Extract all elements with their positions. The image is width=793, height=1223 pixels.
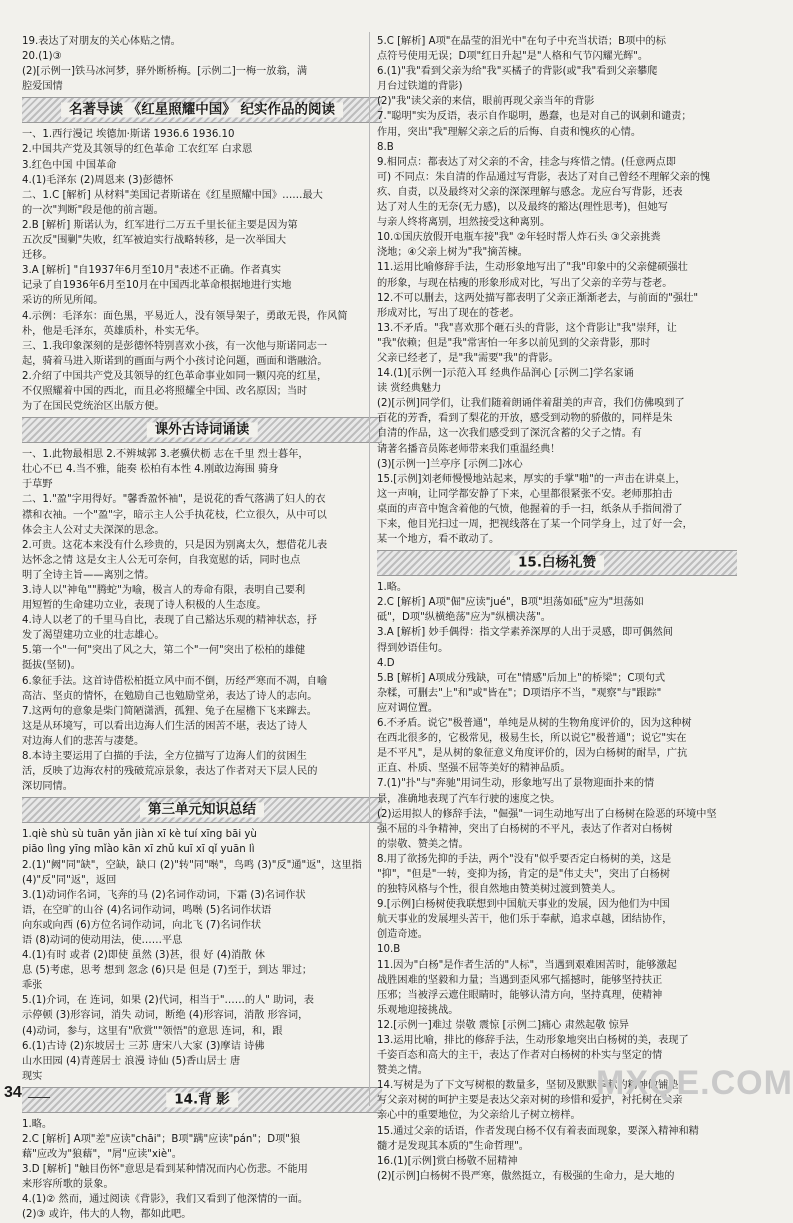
answer-line: 9.[示例]白杨树使我联想到中国航天事业的发展，因为他们为中国 — [377, 899, 670, 911]
section-heading: 15.白杨礼赞 — [510, 556, 604, 571]
answer-line: 11.运用比喻修辞手法，生动形象地写出了"我"印象中的父亲健硕强壮 — [377, 262, 688, 274]
answer-line: 挺拔(坚韧)。 — [22, 660, 81, 672]
answer-line: (3)[示例一]兰亭序 [示例二]冰心 — [377, 458, 523, 470]
answer-line: 3.诗人以"神龟""腾蛇"为喻，极言人的寿命有限，表明自己要利 — [22, 585, 306, 596]
answer-line: 明了全诗主旨——离别之情。 — [22, 569, 155, 581]
answer-line: 11.因为"白杨"是作者生活的"人标"，当遇到艰难困苦时，能够激起 — [377, 959, 677, 971]
answer-line: 体会主人公对丈夫深深的思念。 — [22, 524, 165, 536]
answer-line: 语 (8)动词的使动用法，使……平息 — [22, 934, 183, 946]
answer-line: 3.A [解析] "自1937年6月至10月"表述不正确。作者真实 — [22, 265, 282, 277]
answer-line: 在西北很多的，它极常见，极易生长，所以说它"极普通"；说它"实在 — [377, 733, 687, 745]
answer-line: 朴，他是毛泽东，英雄质朴，朴实无华。 — [22, 325, 206, 337]
answer-line: 高洁、坚贞的情怀，在勉励自己也勉励堂弟，表达了诗人的志向。 — [22, 690, 318, 702]
answer-line: 6.象征手法。这首诗借松柏挺立风中而不倒，历经严寒而不凋，自喻 — [22, 675, 328, 687]
column-divider — [369, 32, 370, 1106]
answer-line: 创造奇迹。 — [377, 929, 428, 941]
answer-line: 月台过铁道的背影) — [377, 81, 463, 93]
answer-line: 作用，突出"我"理解父亲之后的后悔、自责和愧疚的心情。 — [377, 126, 642, 138]
answer-line: 某一个地方，看不敢动了。 — [377, 534, 500, 546]
answer-line: 得到妙语佳句。 — [377, 642, 449, 654]
answer-line: 来形容所歌的景象。 — [22, 1179, 114, 1191]
answer-line: 7.这两句的意象是柴门简陋潇洒，孤狸、兔子在屋檐下飞来蹿去。 — [22, 705, 317, 717]
answer-line: 示停顿 (3)形容词，消失 动词，断绝 (4)形容词，消散 形容词， — [22, 1010, 309, 1022]
answer-line: 2.B [解析] 斯诺认为，红军进行二万五千里长征主要是因为第 — [22, 219, 298, 231]
answer-line: 二、1."盈"字用得好。"馨香盈怀袖"，是说花的香气落满了妇人的衣 — [22, 494, 326, 506]
answer-line: 15.通过父亲的话语，作者发现白杨不仅有着表面现象，要深入精神和精 — [377, 1125, 699, 1137]
answer-line: "抑"，"但是"一转，变抑为扬，肯定的是"伟丈夫"，突出了白杨树 — [377, 868, 670, 880]
answer-line: 8.B — [377, 141, 394, 153]
section-heading: 课外古诗词诵读 — [147, 423, 258, 438]
answer-line: 襟和衣袖。一个"盈"字，暗示主人公手执花枝，伫立很久，从中可以 — [22, 509, 327, 521]
section-heading-banner — [377, 550, 737, 576]
left-column — [22, 34, 382, 1223]
answer-line: 3.(1)动词作名词，飞奔的马 (2)名词作动词，下霜 (3)名词作状 — [22, 889, 306, 901]
answer-line: (2)③ 或许，伟大的人物，都如此吧。 — [22, 1209, 192, 1221]
answer-line: 7."聪明"实为反语，表示自作聪明，愚蠢，也是对自己的讽刺和谴责； — [377, 111, 692, 123]
answer-line: 10.B — [377, 944, 401, 956]
answer-line: 航天事业的发展埋头苦干，他们乐于奉献，追求卓越，团结协作， — [377, 914, 673, 926]
answer-line: 4.诗人以老了的千里马自比，表现了自己豁达乐观的精神状态，抒 — [22, 615, 317, 627]
answer-line: 2.C [解析] A项"倔"应读"jué"，B项"坦荡如砥"应为"坦荡如 — [377, 597, 644, 609]
answer-line: 语，在空旷的山谷 (4)名词作动词，鸣啭 (5)名词作状语 — [22, 904, 272, 916]
answer-line: 父亲已经老了，是"我"需要"我"的背影。 — [377, 352, 559, 364]
answer-line: 12.[示例一]难过 崇敬 震惊 [示例二]痛心 肃然起敬 惊异 — [377, 1019, 630, 1031]
answer-line: 疚、自责，以及最终对父亲的深深理解与感念。龙应台写背影，还表 — [377, 186, 683, 198]
answer-line: 1.qiè shù sù tuān yǎn jiàn xī kè tuí xīng bāi yù — [22, 829, 257, 841]
answer-line: 应对调位置。 — [377, 702, 439, 714]
answer-line: 5.第一个"一何"突出了风之大，第二个"一何"突出了松柏的雄健 — [22, 645, 306, 657]
answer-line: 19.表达了对朋友的关心体贴之情。 — [22, 36, 181, 47]
answer-line: 三、1.我印象深刻的是彭德怀特别喜欢小孩，有一次他与斯诺同志一 — [22, 340, 328, 352]
answer-line: 6.(1)古诗 (2)东坡居士 三苏 唐宋八大家 (3)摩诘 诗佛 — [22, 1040, 265, 1052]
answer-line: 3.D [解析] "触目伤怀"意思是看到某种情况而内心伤悲。不能用 — [22, 1164, 308, 1176]
answer-line: 向东或向西 (6)方位名词作动词，向北飞 (7)名词作状 — [22, 919, 262, 931]
answer-line: 15.[示例]刘老师慢慢地站起来，厚实的手掌"啪"的一声击在讲桌上， — [377, 473, 686, 485]
site-watermark: MXQE.COM — [596, 1064, 793, 1102]
answer-line: "我"依赖；但是"我"常害怕一年多以前见到的父亲背影，那时 — [377, 337, 651, 349]
answer-line: 浇地；④父亲上树为"我"摘苦楝。 — [377, 247, 528, 259]
answer-line: 正直、朴质、坚强不屈等美好的精神品质。 — [377, 763, 571, 775]
right-column — [377, 34, 737, 1184]
answer-line: 战胜困难的坚毅和力量；当遇到歪风邪气摇撼时，能够坚持扶正 — [377, 974, 663, 986]
answer-line: 2.介绍了中国共产党及其领导的红色革命事业如同一颗闪亮的红星， — [22, 370, 328, 382]
answer-line: 千姿百态和高大的主干，表达了作者对白杨树的朴实与坚定的情 — [377, 1050, 663, 1062]
answer-line: 4.示例：毛泽东：面色黑，平易近人，没有领导架子，勇敢无畏，作风简 — [22, 310, 348, 322]
answer-line: 与亲人终将离别，坦然接受这种离别。 — [377, 217, 551, 229]
answer-line: 的形象，与现在枯瘦的形象形成对比，写出了父亲的辛劳与苍老。 — [377, 277, 673, 289]
answer-line: 2.中国共产党及其领导的红色革命 工农红军 白求恩 — [22, 144, 253, 156]
answer-line: 桌面的声音中饱含着他的气愤，他握着的手一扫，纸条从手指间滑了 — [377, 503, 683, 515]
answer-line: 砥"，D项"纵横绝荡"应为"纵横决荡"。 — [377, 612, 551, 624]
answer-line: 髓才是发现其本质的"生命哲理"。 — [377, 1140, 529, 1152]
answer-line: 2.C [解析] A项"差"应读"chāi"；B项"蹒"应读"pán"；D项"狼 — [22, 1134, 301, 1145]
answer-line: 强不屈的斗争精神，突出了白杨树的不平凡，表达了作者对白杨树 — [377, 823, 673, 835]
answer-line: 4.(1)毛泽东 (2)周恩来 (3)彭德怀 — [22, 174, 174, 186]
answer-line: (2)"我"读父亲的来信，眼前再现父亲当年的背影 — [377, 96, 595, 108]
answer-line: 可) 不同点：朱自清的作品通过写背影，表达了对自己曾经不理解父亲的愧 — [377, 171, 711, 183]
answer-line: 4.(1)② 然而，通过阅读《背影》，我们又看到了他深情的一面。 — [22, 1194, 309, 1206]
answer-line: 达了对人生的无奈(无力感)，以及最终的豁达(理性思考)，但她写 — [377, 202, 668, 214]
answer-line: (4)动词，参与，这里有"欣赏""领悟"的意思 连词，和，跟 — [22, 1025, 283, 1037]
answer-line: 形成对比，写出了现在的苍老。 — [377, 307, 520, 319]
answer-line: 12.不可以删去，这两处描写都表明了父亲正渐渐老去，与前面的"强壮" — [377, 292, 699, 304]
answer-line: 息 (5)考虑，思考 想到 忽念 (6)只是 但是 (7)至于，到达 罪过； — [22, 965, 313, 977]
answer-line: 7.(1)"扑"与"奔驰"用词生动，形象地写出了景物迎面扑来的情 — [377, 778, 655, 790]
answer-line: 自清的作品，这一次我们感受到了深沉含蓄的父子之情。有 — [377, 428, 642, 440]
answer-line: 景，准确地表现了汽车行驶的速度之快。 — [377, 793, 561, 805]
section-heading-banner — [22, 97, 382, 123]
page-number-rule — [28, 1097, 50, 1098]
answer-line: (4)"反"同"返"，返回 — [22, 874, 117, 886]
answer-line: 5.(1)介词，在 连词，如果 (2)代词，相当于"……的人" 助词，表 — [22, 995, 314, 1007]
answer-line: 壮心不已 4.当不雅，能奏 松柏有本性 4.刚敢边海围 骑身 — [22, 464, 279, 476]
section-heading: 第三单元知识总结 — [140, 803, 264, 818]
answer-line: 4.D — [377, 657, 395, 669]
answer-line: (2)[示例]白杨树不畏严寒，傲然挺立，有极强的生命力，是大地的 — [377, 1170, 675, 1182]
answer-line: 16.(1)[示例]赏白杨敬不屈精神 — [377, 1155, 518, 1167]
answer-line: 腔爱国情 — [22, 81, 63, 93]
answer-line: 10.①国庆放假开电瓶车接"我" ②年轻时帮人炸石头 ③父亲挑粪 — [377, 232, 661, 244]
answer-line: 用短暂的生命建功立业，表现了诗人积极的人生态度。 — [22, 600, 267, 612]
answer-line: 5.B [解析] A项成分残缺，可在"情感"后加上"的桥梁"；C项句式 — [377, 672, 666, 684]
answer-line: 6.(1)"我"看到父亲为给"我"买橘子的背影(或"我"看到父亲攀爬 — [377, 66, 658, 78]
answer-line: 2.可贵。这花本来没有什么珍贵的，只是因为别离太久，想借花儿表 — [22, 539, 328, 551]
answer-line: 的崇敬、赞美之情。 — [377, 838, 469, 850]
answer-line: 五次反"围剿"失败，红军被迫实行战略转移，是一次举国大 — [22, 235, 287, 247]
answer-line: 乐观地迎接挑战。 — [377, 1004, 459, 1016]
answer-line: 8.用了欲扬先抑的手法，两个"没有"似乎要否定白杨树的美，这是 — [377, 853, 672, 865]
answer-line: 9.相同点：都表达了对父亲的不舍，挂念与疼惜之情。(任意两点即 — [377, 156, 676, 168]
answer-line: 采访的所见所闻。 — [22, 295, 104, 307]
section-heading-banner — [22, 417, 382, 443]
answer-line: 乖张 — [22, 980, 43, 992]
answer-line: 活，反映了边海农村的残破荒凉景象，表达了作者对天下层人民的 — [22, 766, 318, 778]
answer-line: 这是从环境写，可以看出边海人们生活的困苦不堪，表达了诗人 — [22, 720, 308, 732]
answer-line: (2)运用拟人的修辞手法，"倔强"一词生动地写出了白杨树在险恶的环境中坚 — [377, 808, 717, 820]
answer-line: 赞美之情。 — [377, 1065, 428, 1077]
answer-line: 对边海人们的悲苦与凄楚。 — [22, 735, 145, 747]
answer-line: 起，骑着马进入斯诺到的画面与两个小孩讨论问题，画面和谐融洽。 — [22, 355, 328, 367]
answer-line: 山水田园 (4)青莲居士 浪漫 诗仙 (5)香山居士 唐 — [22, 1055, 241, 1067]
answer-line: 压邪；当被浮云遮住眼睛时，能够认清方向，坚持真理，使精神 — [377, 989, 663, 1001]
answer-line: 杂糅，可删去"上"和"或"皆在"；D项语序不当，"观察"与"跟踪" — [377, 687, 662, 699]
answer-line: 14.(1)[示例一]示范入耳 经典作品润心 [示例二]学名家诵 — [377, 368, 634, 380]
answer-line: 亲心中的重要地位，为父亲给儿子树立榜样。 — [377, 1110, 581, 1122]
answer-line: 2.(1)"阙"同"缺"，空缺，缺口 (2)"转"同"啭"，鸟鸣 (3)"反"通"返"，这里指 — [22, 859, 362, 871]
answer-line: piāo lìng yīng mǐào kān xī zhǔ kuī xī qǐ yuān lì — [22, 844, 255, 856]
answer-line: (2)[示例一]铁马冰河梦，驿外断桥梅。[示例二]一梅一放翁，满 — [22, 66, 308, 78]
answer-line: 于草野 — [22, 479, 53, 491]
answer-line: 3.红色中国 中国革命 — [22, 159, 117, 171]
answer-line: 13.不矛盾。"我"喜欢那个砸石头的背影，这个背影让"我"崇拜，让 — [377, 322, 677, 334]
answer-line: 20.(1)③ — [22, 51, 62, 63]
answer-line: 1.略。 — [377, 582, 408, 594]
answer-line: 记录了自1936年6月至10月在中国西北革命根据地进行实地 — [22, 280, 292, 292]
answer-line: 百花的芳香，看到了梨花的开放，感受到动物的骄傲的，同样是朱 — [377, 413, 673, 425]
answer-line: 下来，他目光扫过一周，把视线落在了某一个同学身上，过了好一会， — [377, 519, 693, 530]
answer-line: 读 赏经典魅力 — [377, 383, 442, 395]
answer-line: 14.写树是为了下文写树根的数量多，坚韧及默默奉献的精神做铺垫； — [377, 1080, 689, 1092]
answer-line: 二、1.C [解析] 从材料"美国记者斯诺在《红星照耀中国》……最大 — [22, 189, 323, 201]
answer-line: 迁移。 — [22, 250, 53, 262]
section-heading-banner — [22, 797, 382, 823]
section-heading: 名著导读 《红星照耀中国》 纪实作品的阅读 — [61, 103, 343, 118]
answer-line: 现实 — [22, 1070, 43, 1082]
answer-line: 8.本诗主要运用了白描的手法，全方位描写了边海人们的贫困生 — [22, 751, 307, 763]
section-heading: 14.背 影 — [166, 1092, 238, 1107]
answer-line: 写父亲对树的呵护主要是表达父亲对树的珍惜和爱护，衬托树在父亲 — [377, 1095, 683, 1107]
answer-line: 3.A [解析] 妙手偶得：指文学素养深厚的人出于灵感，即可偶然间 — [377, 627, 673, 639]
answer-line: 不仅照耀着中国的西北，而且必将照耀全中国、改名原因；当时 — [22, 385, 308, 397]
answer-line: 这一声响，让同学都安静了下来，心里都很紧张不安。老师那拍击 — [377, 488, 673, 500]
answer-line: 的一次"判断"段是他的前言题。 — [22, 204, 164, 216]
answer-line: 藉"应改为"狼藉"，"屑"应读"xiè"。 — [22, 1149, 182, 1161]
answer-line: 5.C [解析] A项"在晶莹的泪光中"在句子中充当状语；B项中的标 — [377, 36, 666, 47]
answer-line: 4.(1)有时 或者 (2)即使 虽然 (3)甚，很 好 (4)消散 休 — [22, 950, 265, 962]
answer-line: 发了渴望建功立业的壮志雄心。 — [22, 630, 165, 642]
section-heading-banner — [22, 1087, 382, 1113]
answer-line: 深切同情。 — [22, 781, 73, 793]
answer-line: 一、1.此物最相思 2.不辨城郭 3.老骥伏枥 志在千里 烈士暮年， — [22, 449, 309, 461]
answer-line: 1.略。 — [22, 1118, 53, 1130]
page-number: 34 — [4, 1084, 22, 1101]
answer-line: 6.不矛盾。说它"极普通"，单纯是从树的生物角度评价的，因为这种树 — [377, 718, 692, 730]
answer-line: 13.运用比喻，排比的修辞手法，生动形象地突出白杨树的美，表现了 — [377, 1035, 689, 1046]
answer-line: (2)[示例]同学们，让我们随着朗诵伴着甜美的声音，我们仿佛嗅到了 — [377, 398, 685, 410]
answer-line: 的独特风格与个性，很自然地由赞美树过渡到赞美人。 — [377, 884, 622, 896]
answer-line: 是不平凡"，是从树的象征意义角度评价的，因为白杨树的耐旱，广抗 — [377, 748, 688, 760]
answer-line: 一、1.西行漫记 埃德加·斯诺 1936.6 1936.10 — [22, 129, 235, 141]
answer-line: 达怀念之情 这是女主人公无可奈何，自我宽慰的话，同时也点 — [22, 554, 301, 566]
answer-line: 点符号使用无误；D项"红日升起"是"人格和气节闪耀光辉"。 — [377, 51, 649, 63]
answer-line: 请著名播音员陈老师带来我们重温经典！ — [377, 443, 561, 455]
answer-line: 为了在国民党统治区出版方便。 — [22, 401, 165, 413]
